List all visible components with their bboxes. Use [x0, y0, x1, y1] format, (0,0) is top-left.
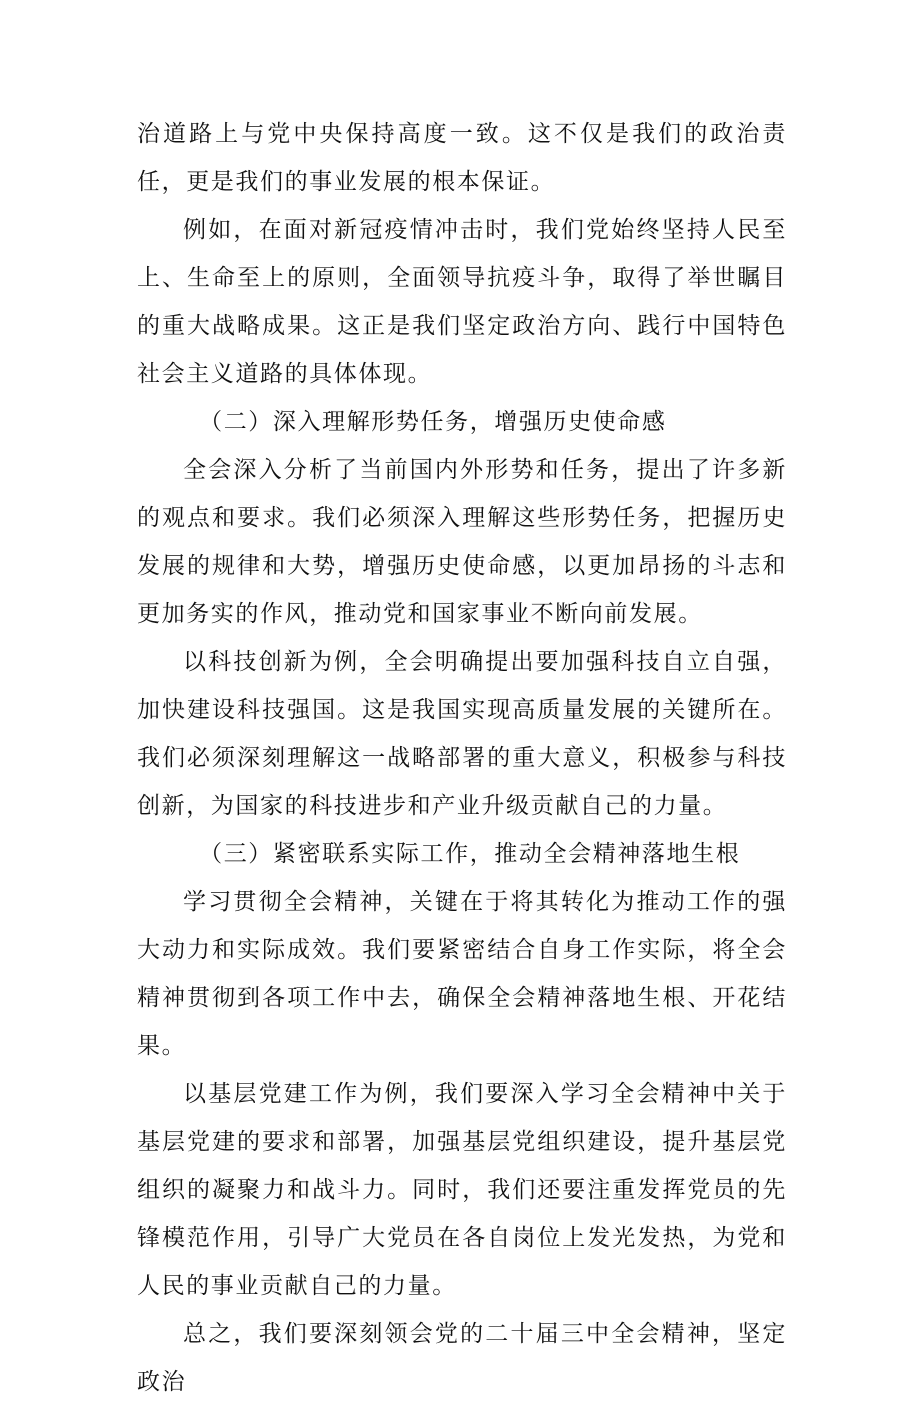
document-body	[137, 110, 787, 1406]
section-heading-3: （三）紧密联系实际工作，推动全会精神落地生根	[199, 841, 741, 867]
paragraph-situation-tasks: 全会深入分析了当前国内外形势和任务，提出了许多新的观点和要求。我们必须深入理解这些形势任务，把握历史发展的规律和大势，增强历史使命感，以更加昂扬的斗志和更加务实的作风，推动党和国家事业不断向前发展。	[137, 457, 787, 627]
section-heading-2: （二）深入理解形势任务，增强历史使命感	[199, 409, 667, 435]
paragraph-implementation: 学习贯彻全会精神，关键在于将其转化为推动工作的强大动力和实际成效。我们要紧密结合自身工作实际，将全会精神贯彻到各项工作中去，确保全会精神落地生根、开花结果。	[137, 889, 787, 1059]
paragraph-grassroots-party: 以基层党建工作为例，我们要深入学习全会精神中关于基层党建的要求和部署，加强基层党组织建设，提升基层党组织的凝聚力和战斗力。同时，我们还要注重发挥党员的先锋模范作用，引导广大党员在各自岗位上发光发热，为党和人民的事业贡献自己的力量。	[137, 1081, 787, 1299]
paragraph-conclusion: 总之，我们要深刻领会党的二十届三中全会精神，坚定政治	[137, 1321, 787, 1395]
paragraph-tech-innovation: 以科技创新为例，全会明确提出要加强科技自立自强，加快建设科技强国。这是我国实现高质量发展的关键所在。我们必须深刻理解这一战略部署的重大意义，积极参与科技创新，为国家的科技进步和产业升级贡献自己的力量。	[137, 649, 787, 819]
paragraph-continuation: 治道路上与党中央保持高度一致。这不仅是我们的政治责任，更是我们的事业发展的根本保证。	[137, 121, 787, 195]
paragraph-pandemic-example: 例如，在面对新冠疫情冲击时，我们党始终坚持人民至上、生命至上的原则，全面领导抗疫斗争，取得了举世瞩目的重大战略成果。这正是我们坚定政治方向、践行中国特色社会主义道路的具体体现。	[137, 217, 787, 387]
